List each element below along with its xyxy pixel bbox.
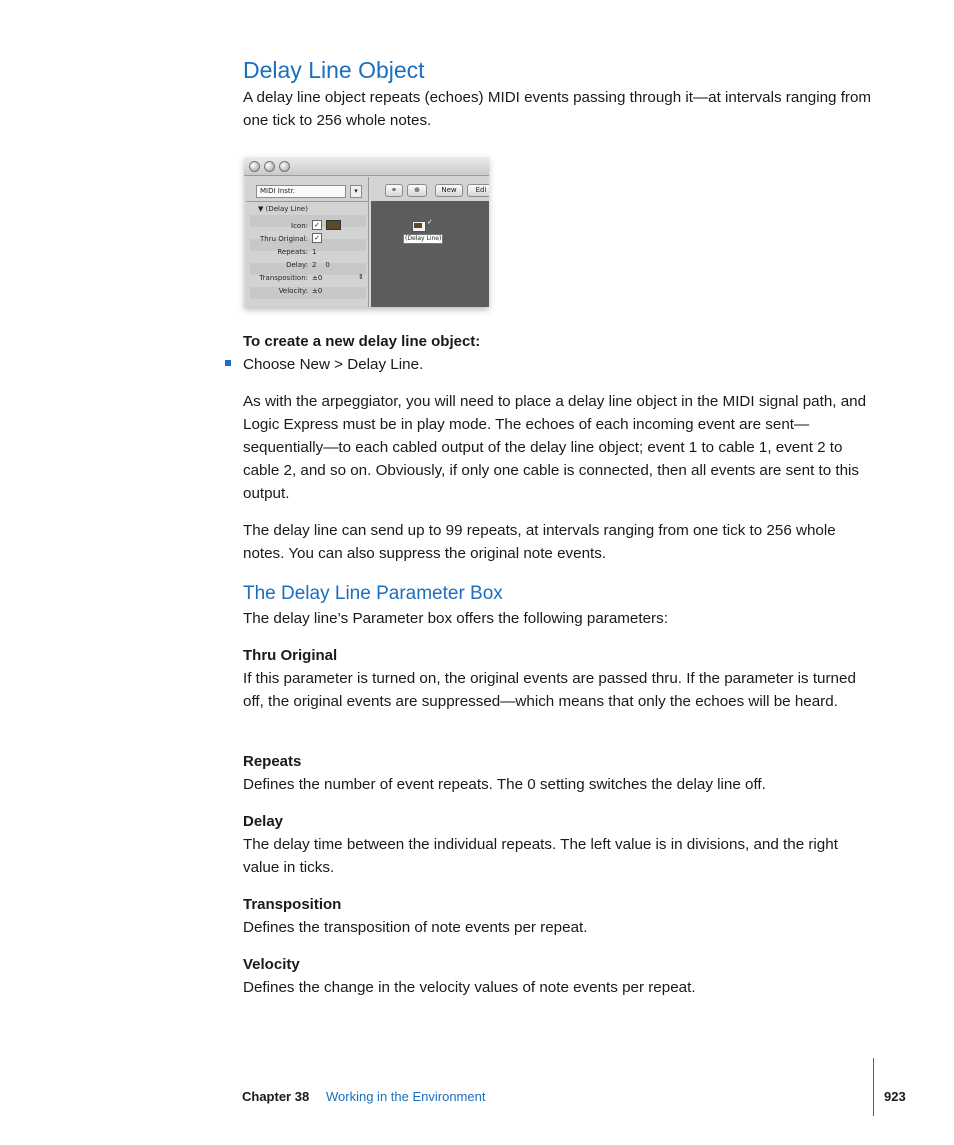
param-label: Icon: [291, 222, 308, 230]
page-heading: Delay Line Object [243, 57, 425, 83]
zoom-icon [279, 161, 290, 172]
stepper-icon: ⇕ [358, 273, 364, 281]
footer-chapter: Chapter 38 [242, 1089, 310, 1104]
parameter-name: Delay [243, 813, 284, 830]
footer-section-link[interactable]: Working in the Environment [326, 1089, 486, 1104]
delay-line-screenshot [244, 157, 489, 307]
object-check-icon: ✓ [427, 218, 433, 226]
param-value: ±0 [312, 274, 323, 282]
parameter-name: Transposition [243, 896, 342, 913]
delay-line-object-label: (Delay Line) [405, 235, 442, 242]
link-icon: ⚭ [385, 184, 403, 197]
param-value: 2 0 [312, 261, 330, 269]
edit-menu: Edi [467, 184, 489, 197]
parameter-box-title: ▼ (Delay Line) [258, 205, 308, 213]
param-value: ±0 [312, 287, 323, 295]
task-heading: To create a new delay line object: [243, 333, 481, 350]
parameter-name: Repeats [243, 753, 302, 770]
section-intro: The delay line’s Parameter box offers the following parameters: [243, 610, 668, 627]
page-number: 923 [884, 1089, 906, 1104]
param-label: Transposition: [259, 274, 308, 282]
intro-paragraph: A delay line object repeats (echoes) MIDI events passing through it—at intervals ranging from one tick to 256 whole notes. [243, 89, 872, 129]
environment-canvas [371, 201, 489, 307]
param-label: Repeats: [277, 248, 308, 256]
parameter-description: Defines the transposition of note events per repeat. [243, 919, 588, 936]
window-titlebar [244, 157, 489, 176]
parameter-description: If this parameter is turned on, the original events are passed thru. If the parameter is turned off, the original events are suppressed—which means that only the echoes will be heard. [243, 670, 856, 710]
paragraph: The delay line can send up to 99 repeats, at intervals ranging from one tick to 256 whole notes. You can also suppress the original note events. [243, 522, 836, 562]
new-menu: New [435, 184, 463, 197]
divider [246, 201, 368, 202]
param-label: Thru Original: [259, 235, 308, 243]
param-label: Velocity: [278, 287, 308, 295]
close-icon [249, 161, 260, 172]
delay-line-object-icon [414, 223, 422, 228]
parameter-description: The delay time between the individual repeats. The left value is in divisions, and the right value in ticks. [243, 836, 838, 876]
task-step: Choose New > Delay Line. [243, 356, 424, 373]
instrument-dropdown: MIDI Instr. [256, 185, 346, 198]
thru-original-checkbox: ✓ [312, 233, 322, 243]
paragraph: As with the arpeggiator, you will need to place a delay line object in the MIDI signal path, and Logic Express must be in play mode. The echoes of each incoming event are sent—sequentially—to each cabled output of the delay line object; event 1 to cable 1, event 2 to cable 2, and so on. Obviously, if only one cable is connected, then all events are sent to this output. [243, 393, 867, 502]
icon-checkbox: ✓ [312, 220, 322, 230]
parameter-name: Thru Original [243, 647, 338, 664]
parameter-description: Defines the number of event repeats. The 0 setting switches the delay line off. [243, 776, 766, 793]
bullet-icon [225, 360, 231, 366]
parameter-name: Velocity [243, 956, 300, 973]
minimize-icon [264, 161, 275, 172]
cable-icon: ⊕ [407, 184, 427, 197]
footer-divider [873, 1058, 874, 1116]
parameter-pane [246, 177, 369, 307]
param-value: 1 [312, 248, 317, 256]
param-label: Delay: [286, 261, 308, 269]
delay-line-icon [326, 220, 341, 230]
dropdown-arrow-icon: ▾ [350, 185, 362, 198]
section-heading: The Delay Line Parameter Box [243, 583, 503, 604]
parameter-description: Defines the change in the velocity values of note events per repeat. [243, 979, 696, 996]
